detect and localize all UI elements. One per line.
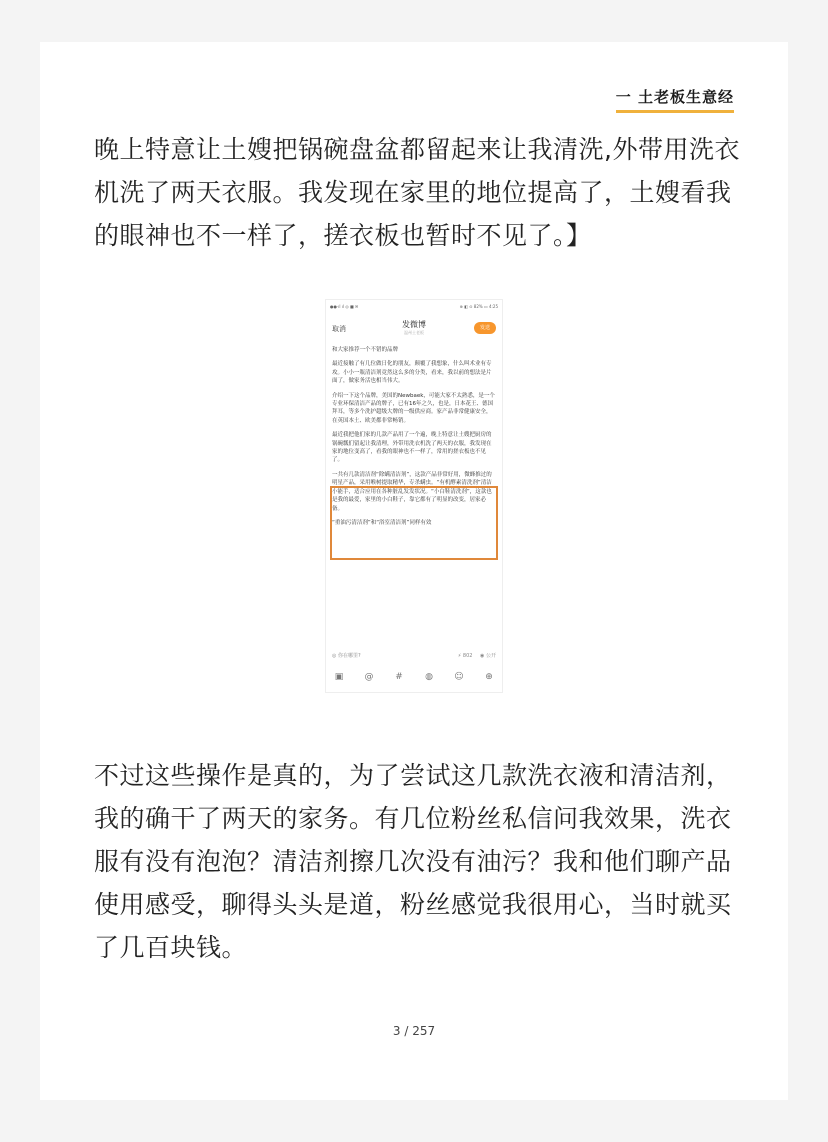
highlight-box bbox=[330, 486, 498, 560]
post-paragraph: 最近接触了有几位做日化的朋友，颠覆了我想象，什么叫术业有专攻。小小一瓶清洁剂竟然这么多的分类，看来，我以前的想法是片面了，做家务活也相当伟大。 bbox=[332, 361, 492, 385]
send-button: 发送 bbox=[474, 322, 496, 334]
document-page bbox=[40, 42, 788, 1100]
embedded-phone-screenshot bbox=[326, 300, 502, 692]
status-icons-right: ⊕ ◧ ⊙ 82% ▭ 4:25 bbox=[459, 304, 498, 309]
body-paragraph: 晚上特意让土嫂把锅碗盘盆都留起来让我清洗,外带用洗衣机洗了两天衣服。我发现在家里的地位提高了，土嫂看我的眼神也不一样了，搓衣板也暂时不见了。】 bbox=[94, 135, 740, 250]
add-icon: ⊕ bbox=[485, 672, 493, 682]
post-paragraph: 介绍一下这个品牌，美国的Newbaek，可能大家不太熟悉，是一个专业环保清洁产品的牌子，已有16年之久，也是，日本花王、德国拜耳，等多个洗护超级大牌的一级供应商。家产品非常健康安全，在英国本土、欧美都非常畅销。 bbox=[332, 392, 495, 424]
mention-icon: @ bbox=[364, 672, 374, 682]
image-icon: ▣ bbox=[334, 672, 344, 682]
body-paragraph: 不过这些操作是真的，为了尝试这几款洗衣液和清洁剂，我的确干了两天的家务。有几位粉丝私信问我效果，洗衣服有没有泡泡？清洁剂擦几次没有油污？我和他们聊产品使用感受，聊得头头是道，粉丝感觉我很用心，当时就买了几百块钱。 bbox=[94, 761, 732, 962]
status-bar bbox=[330, 304, 498, 312]
emoji-icon: ☺ bbox=[454, 672, 464, 682]
chapter-tag: 一 土老板生意经 bbox=[616, 86, 734, 113]
hashtag-icon: # bbox=[395, 672, 403, 682]
compose-toolbar bbox=[332, 670, 496, 684]
compose-subtitle: 温州土老板 bbox=[404, 330, 424, 335]
gif-icon: ◍ bbox=[425, 672, 433, 682]
post-paragraph: 和大家推荐一个不错的品牌 bbox=[332, 347, 399, 353]
page-number: 3 / 257 bbox=[392, 1024, 436, 1038]
compose-header bbox=[326, 314, 502, 340]
status-icons-left: ●●·ıl ıl ◎ ■ ✉ bbox=[330, 304, 359, 309]
post-paragraph-highlighted: 最近我把他们家的几款产品用了一个遍，晚上特意让土嫂把厨房的锅碗瓢们留起让我清理，外带用洗衣机洗了两天的衣服，我发现在家的地位变高了，看我的眼神也不一样了，常用的搓衣板也不见了。 bbox=[332, 432, 492, 464]
cancel-button: 取消 bbox=[332, 325, 346, 333]
post-paragraph: “重油污清洁剂”和“浴室清洁剂”同样有效 bbox=[332, 519, 432, 526]
post-paragraph: 一共有几款清洁剂“除螨清洁剂”，这款产品非常好用，微蜂推过的明星产品，采用喉树提取精华，专杀螨虫。“有机酵素清洗剂”清洁小能手，适合应用在各种脏乱发发状况。“小白鞋清洗剂”，这款也是我的最爱，家里的小白鞋子，靠它都有了明显的改变，居家必备。 bbox=[332, 471, 492, 512]
visibility-label: ◉ 公开 bbox=[480, 653, 496, 659]
compose-footer bbox=[332, 652, 496, 662]
count-label: ⚡ 802 bbox=[457, 653, 473, 659]
location-label: ◎ 你在哪里? bbox=[332, 653, 361, 659]
compose-title: 发微博 bbox=[402, 320, 426, 329]
